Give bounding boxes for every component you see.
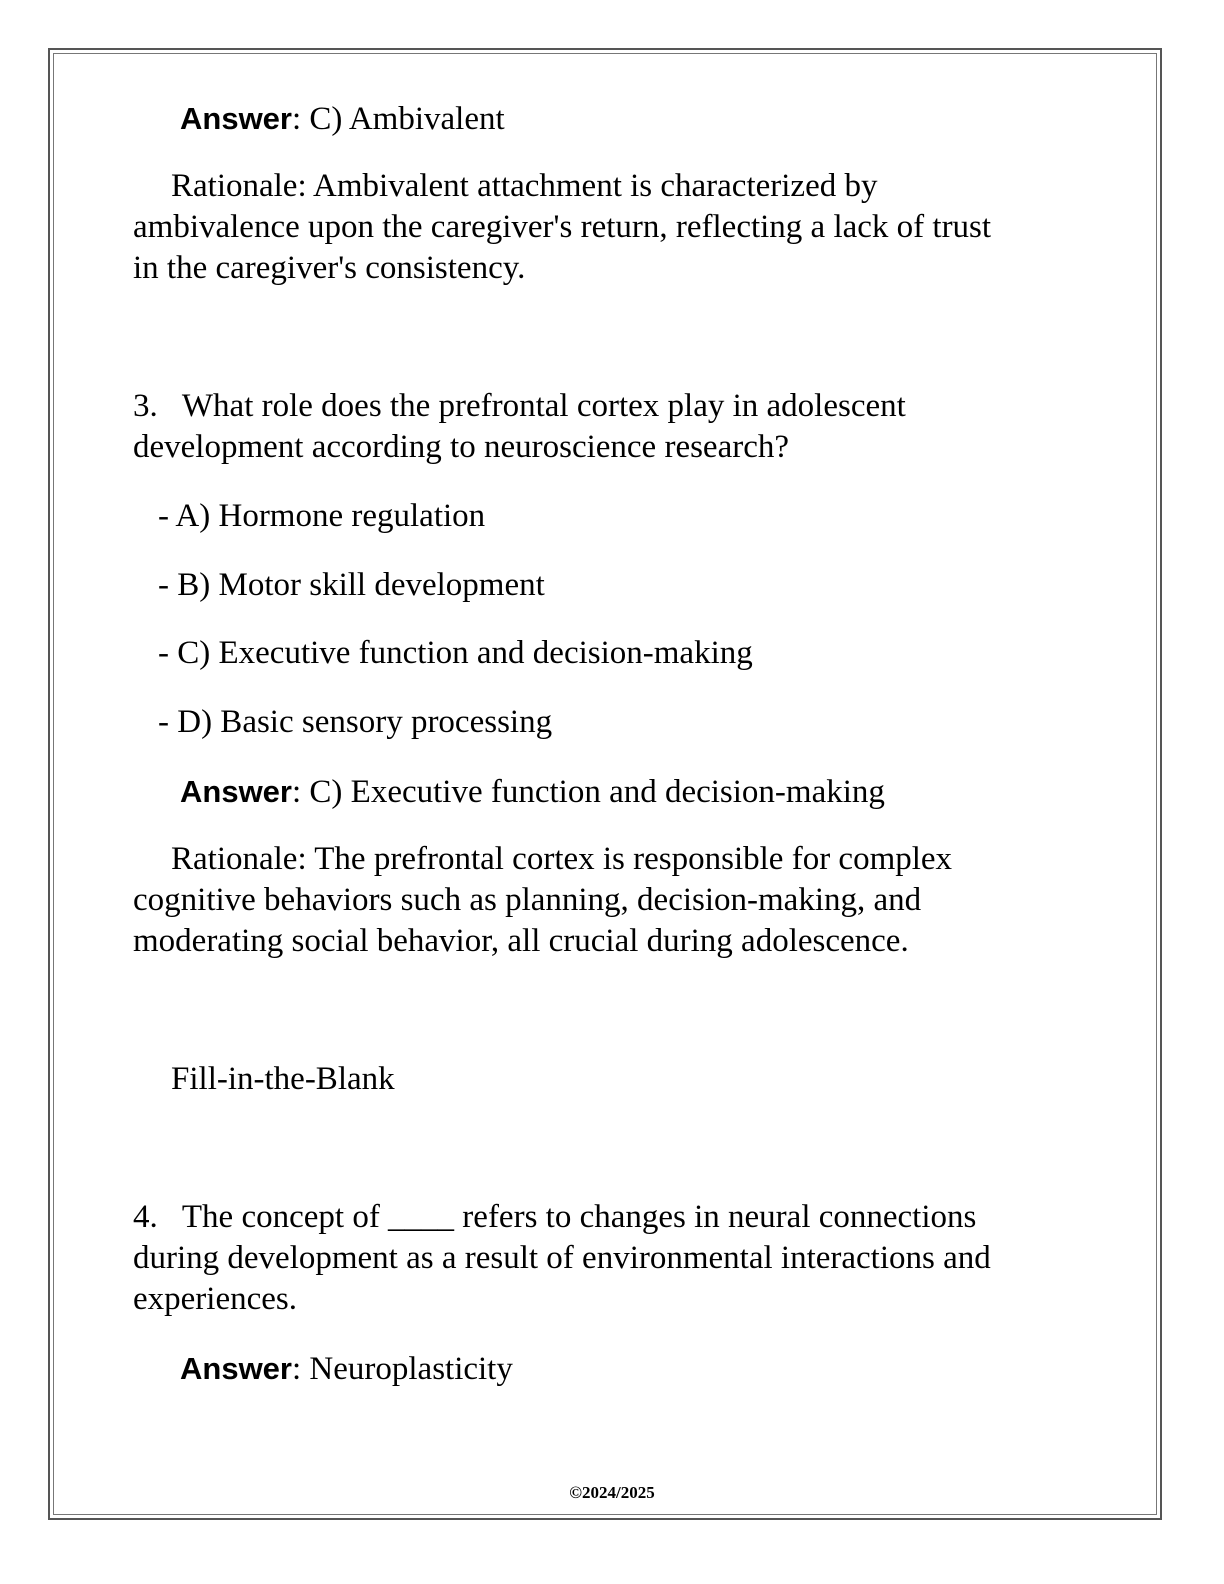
answer-separator: :: [291, 101, 302, 137]
answer-label: Answer: [180, 101, 292, 136]
question-4-text: experiences.: [133, 1281, 297, 1317]
answer-line-q3: [180, 771, 885, 813]
rationale-line: in the caregiver's consistency.: [133, 250, 526, 286]
answer-line-q4: [180, 1348, 513, 1390]
answer-label: Answer: [180, 1351, 292, 1386]
rationale-line: ambivalence upon the caregiver's return, reflecting a lack of trust: [133, 209, 992, 245]
answer-label: Answer: [180, 774, 292, 809]
rationale-line: Rationale: Ambivalent attachment is characterized by: [171, 168, 878, 204]
answer-value: C) Executive function and decision-making: [301, 774, 885, 810]
option-b: - B) Motor skill development: [158, 567, 545, 603]
option-c: - C) Executive function and decision-making: [158, 635, 753, 671]
question-3-text: development according to neuroscience research?: [133, 429, 790, 465]
question-4-text: 4. The concept of ____ refers to changes in neural connections: [133, 1199, 977, 1235]
rationale-line: cognitive behaviors such as planning, decision-making, and: [133, 882, 922, 918]
option-a: - A) Hormone regulation: [158, 498, 486, 534]
section-heading: Fill-in-the-Blank: [171, 1061, 395, 1097]
answer-value: C) Ambivalent: [301, 101, 505, 137]
answer-separator: :: [291, 774, 302, 810]
option-d: - D) Basic sensory processing: [158, 704, 553, 740]
answer-line-q2: [180, 98, 505, 140]
answer-value: Neuroplasticity: [301, 1351, 513, 1387]
question-3-text: 3. What role does the prefrontal cortex play in adolescent: [133, 388, 906, 424]
answer-separator: :: [291, 1351, 302, 1387]
rationale-line: moderating social behavior, all crucial during adolescence.: [133, 923, 909, 959]
rationale-line: Rationale: The prefrontal cortex is responsible for complex: [171, 841, 953, 877]
copyright-footer: ©2024/2025: [569, 1483, 655, 1502]
question-4-text: during development as a result of environmental interactions and: [133, 1240, 991, 1276]
